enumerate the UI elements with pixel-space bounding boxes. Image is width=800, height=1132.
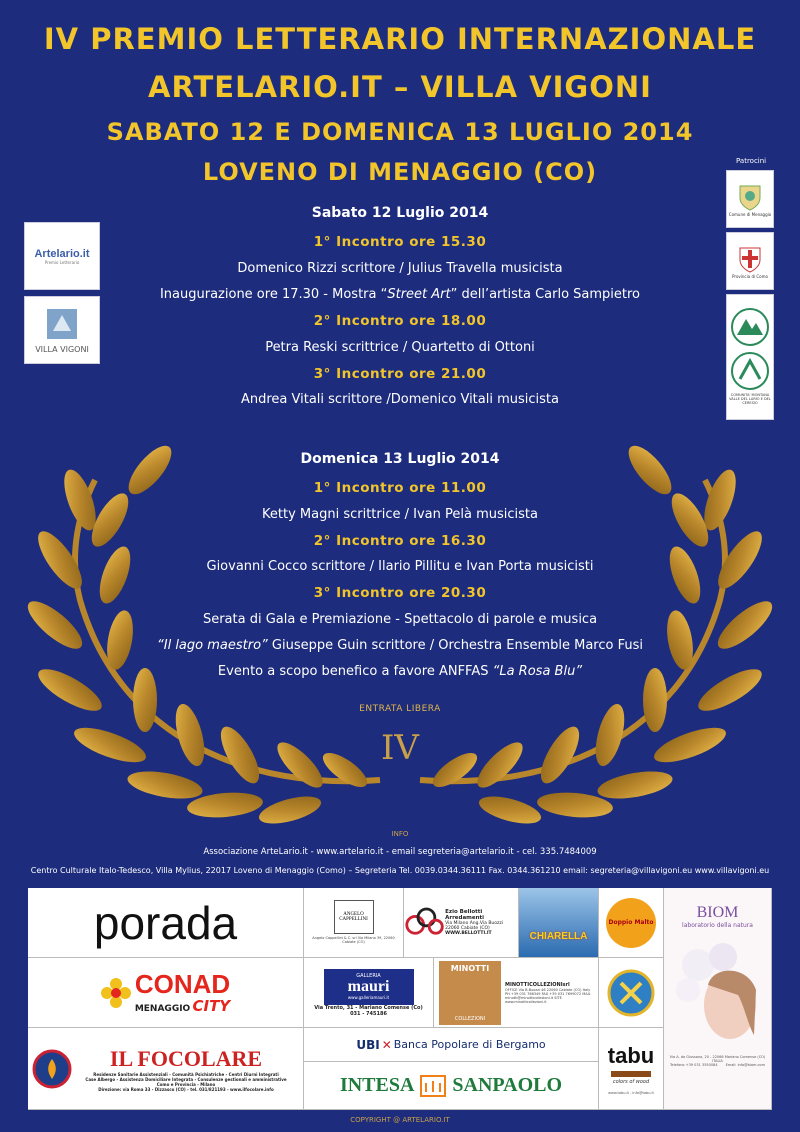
minotti-text: MINOTTI — [450, 963, 490, 973]
porada-text: porada — [93, 896, 238, 949]
cappellini-name: ANGELO CAPPELLINI — [334, 900, 374, 934]
conad-place: MENAGGIO — [134, 1003, 191, 1014]
inauguration-pre: Inaugurazione ore 17.30 - Mostra “ — [159, 287, 388, 302]
cappellini-sub: Angelo Cappellini & C. srl Via Milano 39, 22060 Cabiate (CO) — [312, 935, 395, 944]
artelario-logo — [24, 222, 100, 290]
sponsor-bellotti — [404, 888, 519, 958]
bellotti-addr: Via Milano Ang.Via Buozzi — [445, 921, 504, 926]
info-villa-vigoni: Centro Culturale Italo-Tedesco, Villa Mylius, 22017 Loveno di Menaggio (Como) – Segreteria Tel. 0039.0344.36111 Fax. 0344.361210 email: segreteria@villavigoni.eu www.villavigoni.eu — [30, 866, 770, 875]
bellotti-web: WWW.BELLOTTI.IT — [445, 931, 492, 936]
intesa-logo-icon — [420, 1075, 446, 1097]
mauri-addr: Via Trento, 31 - Mariano Comense (Co) — [314, 1004, 423, 1011]
biom-text: BIOM — [696, 904, 739, 921]
sponsor-intesa-sanpaolo — [304, 1062, 599, 1110]
bellotti-city: 22060 Cabiate (CO) — [445, 926, 490, 931]
villa-vigoni-text: VILLA VIGONI — [35, 344, 89, 354]
sunday-lago-maestro — [120, 638, 680, 653]
artelario-logo-text: Artelario.it — [34, 247, 90, 260]
info-artelario: Associazione ArteLario.it - www.artelario.it - email segreteria@artelario.it - cel. 335.7484009 — [203, 847, 597, 857]
comunita-emblem-icon — [730, 351, 770, 391]
focolare-line2: Case Albergo - Assistenza Domiciliare Integrata - Consulenze gestionali e amministrative — [85, 1076, 287, 1082]
sponsor-doppio-malto — [599, 888, 664, 958]
sunday-benefit — [120, 664, 680, 679]
inauguration-street-art: Street Art — [387, 287, 451, 302]
biom-sub: laboratorio della natura — [682, 922, 753, 929]
mauri-pre: GALLERIA — [356, 973, 381, 979]
conad-flower-icon — [101, 978, 131, 1008]
saturday-heading: Sabato 12 Luglio 2014 — [311, 205, 489, 221]
roman-numeral: IV — [381, 728, 419, 768]
benefit-pre: Evento a scopo benefico a favore ANFFAS — [217, 664, 493, 679]
biom-mail: Email: info@biom.com — [725, 1063, 765, 1067]
laurel-left-branch — [21, 439, 380, 829]
minotti-info: OFFICE Via B.Buozzi 46 22060 Cabiate (CO) Italy PH +39 031 766349 FAX +39 031 7699072 MAIL minotti@minotticollezioni.it SITE www.minotticollezioni.it — [505, 987, 591, 1004]
sunday-incontro-1-text: Ketty Magni scrittrice / Ivan Pelà musicista — [262, 507, 538, 522]
benefit-rosa-blu: “La Rosa Blu” — [492, 664, 583, 679]
mauri-tel: 031 - 745186 — [350, 1010, 387, 1017]
saturday-incontro-3-text: Andrea Vitali scrittore /Domenico Vitali musicista — [240, 392, 559, 407]
laurel-right-branch — [420, 439, 779, 829]
biom-tel: Telefono +39 031 3550084 — [670, 1063, 718, 1067]
bellotti-logo-icon — [404, 903, 445, 943]
biom-model-image — [668, 935, 768, 1055]
chiarella-text: CHIARELLA — [529, 931, 588, 942]
sunday-incontro-3: 3° Incontro ore 20.30 — [313, 585, 487, 601]
patrocini-label: Patrocini — [736, 157, 767, 165]
inauguration-post: ” dell’artista Carlo Sampietro — [450, 287, 641, 302]
focolare-emblem-icon — [32, 1049, 72, 1089]
sponsor-il-focolare — [28, 1028, 304, 1110]
saturday-incontro-1: 1° Incontro ore 15.30 — [313, 234, 487, 250]
sponsors-panel — [28, 888, 772, 1110]
focolare-line1: Residenze Sanitarie Assistenziali - Comunità Psichiatriche - Centri Diurni Integrati — [93, 1071, 279, 1077]
comunita-montana-logo — [726, 294, 774, 420]
title-location: LOVENO DI MENAGGIO (CO) — [202, 158, 598, 186]
villa-vigoni-emblem-icon — [45, 307, 79, 341]
title-line-2: ARTELARIO.IT – VILLA VIGONI — [148, 70, 652, 104]
conad-text: CONAD — [134, 968, 231, 999]
mauri-text: mauri — [347, 978, 390, 995]
saturday-incontro-2: 2° Incontro ore 18.00 — [313, 313, 487, 329]
saturday-incontro-1-text: Domenico Rizzi scrittore / Julius Travella musicista — [237, 261, 563, 276]
mauri-web: www.galleriamauri.it — [347, 995, 390, 1000]
comune-menaggio-logo — [726, 170, 774, 228]
provincia-text: Provincia di Como — [732, 273, 768, 279]
tabu-sub: colors of wood — [612, 1078, 650, 1085]
sunday-incontro-2-text: Giovanni Cocco scrittore / Ilario Pillitu e Ivan Porta musicisti — [206, 559, 594, 574]
sponsor-tabu — [599, 1028, 664, 1110]
sponsor-minotti — [434, 958, 599, 1028]
focolare-line4: Direzione: via Roma 33 - Dizzasco (CO) - tel. 031/821193 - www.ilfocolare.info — [98, 1086, 274, 1092]
bellotti-name: Ezio Bellotti Arredamenti — [445, 909, 485, 921]
comune-text: Comune di Menaggio — [728, 211, 772, 217]
comunita-text: COMUNITA' MONTANA VALLE DEL LARIO E DEL CERESIO — [729, 393, 771, 405]
lago-maestro-title: “Il lago maestro” — [157, 638, 268, 653]
mountain-logo-icon — [730, 307, 770, 347]
tabu-web: www.tabu.it - info@tabu.it — [608, 1090, 654, 1095]
villa-vigoni-logo — [24, 296, 100, 364]
saturday-inauguration — [120, 287, 680, 302]
minotti-head: MINOTTICOLLEZIONIsrl — [505, 981, 570, 988]
minotti-coll: COLLEZIONI — [454, 1015, 486, 1022]
lago-maestro-rest: Giuseppe Guin scrittore / Orchestra Ensemble Marco Fusi — [267, 638, 643, 653]
sunday-incontro-2: 2° Incontro ore 16.30 — [313, 533, 487, 549]
comune-crest-icon — [737, 182, 763, 212]
provincia-crest-icon — [737, 244, 763, 274]
keys-emblem-icon — [607, 969, 655, 1017]
provincia-como-logo — [726, 232, 774, 290]
sunday-incontro-1: 1° Incontro ore 11.00 — [313, 480, 487, 496]
sponsor-san-pietro — [599, 958, 664, 1028]
sponsor-conad — [28, 958, 304, 1028]
saturday-incontro-2-text: Petra Reski scrittrice / Quartetto di Ottoni — [265, 340, 535, 355]
ubi-bank-name: Banca Popolare di Bergamo — [393, 1038, 546, 1051]
sponsor-ubi: UBI ✕ Banca Popolare di Bergamo — [304, 1028, 599, 1062]
entrata-libera: ENTRATA LIBERA — [359, 704, 441, 714]
conad-city: CITY — [192, 996, 231, 1015]
sponsor-chiarella — [519, 888, 599, 958]
copyright: COPYRIGHT @ ARTELARIO.IT — [350, 1116, 450, 1124]
ubi-text: UBI — [356, 1037, 380, 1052]
title-dates: SABATO 12 E DOMENICA 13 LUGLIO 2014 — [106, 118, 694, 146]
sponsor-porada — [28, 888, 304, 958]
sponsor-cappellini — [304, 888, 404, 958]
sanpaolo-text: SANPAOLO — [452, 1074, 563, 1096]
title-line-1: IV PREMIO LETTERARIO INTERNAZIONALE — [43, 22, 757, 56]
focolare-text: IL FOCOLARE — [109, 1045, 263, 1071]
sunday-incontro-3-text: Serata di Gala e Premiazione - Spettacolo di parole e musica — [202, 612, 598, 627]
biom-addr: Via A. da Giussano, 20 - 22066 Mariano Comense (CO) ITALIA — [669, 1055, 766, 1063]
doppio-malto-text: Doppio Malto — [606, 898, 656, 948]
intesa-text: INTESA — [339, 1074, 415, 1096]
artelario-logo-sub: Premio Letterario — [44, 259, 80, 265]
tabu-swatch-icon — [611, 1069, 651, 1079]
tabu-text: tabu — [607, 1042, 655, 1068]
sunday-heading: Domenica 13 Luglio 2014 — [300, 451, 500, 467]
saturday-incontro-3: 3° Incontro ore 21.00 — [313, 366, 487, 382]
focolare-line3: Como e Provincia - Milano — [156, 1081, 216, 1087]
sponsor-biom — [664, 888, 772, 1110]
info-label: INFO — [391, 830, 409, 838]
sponsor-galleria-mauri — [304, 958, 434, 1028]
